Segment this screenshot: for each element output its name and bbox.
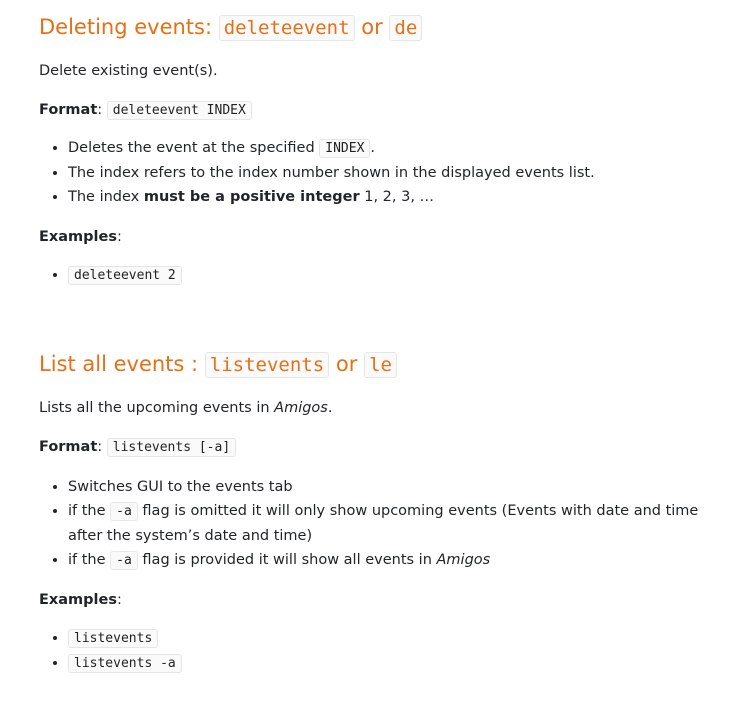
list-item: • if the -a flag is omitted it will only show upcoming events (Events with date and time after the system’s date and time) bbox=[68, 499, 729, 548]
format-code: listevents [-a] bbox=[107, 438, 236, 457]
format-line: Format: deleteevent INDEX bbox=[39, 98, 729, 123]
list-item: • Deletes the event at the specified INDEX . bbox=[68, 136, 729, 161]
examples-list bbox=[39, 626, 729, 676]
command-code: listevents bbox=[205, 352, 329, 378]
format-code: deleteevent INDEX bbox=[107, 101, 252, 120]
examples-list bbox=[39, 263, 729, 288]
alias-code: de bbox=[389, 15, 422, 41]
list-item: • if the -a flag is provided it will show all events in Amigos bbox=[68, 548, 729, 573]
notes-list bbox=[39, 475, 729, 573]
notes-list bbox=[39, 136, 729, 209]
heading-list-events: List all events : listevents or le bbox=[39, 349, 397, 380]
description: Delete existing event(s). bbox=[39, 63, 218, 79]
examples-label: Examples: bbox=[39, 592, 122, 608]
examples-label: Examples: bbox=[39, 229, 122, 245]
alias-code: le bbox=[364, 352, 397, 378]
description: Lists all the upcoming events in Amigos. bbox=[39, 400, 333, 416]
list-item: • listevents -a bbox=[68, 651, 729, 676]
format-line: Format: listevents [-a] bbox=[39, 435, 729, 460]
list-item: • The index must be a positive integer 1, 2, 3, … bbox=[68, 185, 729, 209]
heading-delete-events: Deleting events: deleteevent or de bbox=[39, 12, 422, 43]
list-item: • The index refers to the index number shown in the displayed events list. bbox=[68, 161, 729, 185]
command-code: deleteevent bbox=[219, 15, 355, 41]
list-item: • deleteevent 2 bbox=[68, 263, 729, 288]
list-item: • Switches GUI to the events tab bbox=[68, 475, 729, 499]
list-item: • listevents bbox=[68, 626, 729, 651]
